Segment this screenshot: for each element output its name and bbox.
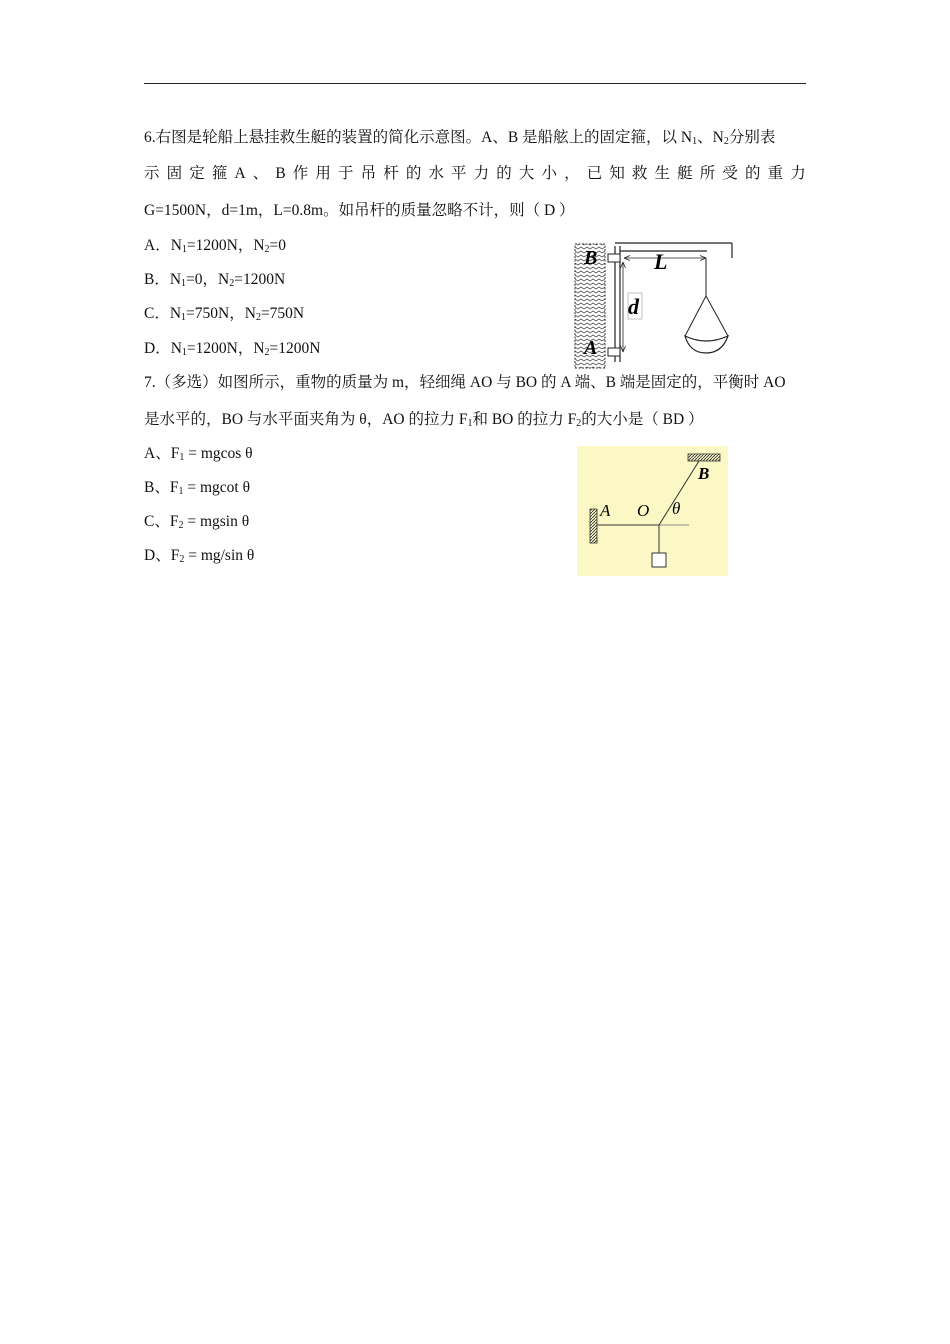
wall-support-a	[590, 509, 597, 543]
label-a: A	[600, 501, 611, 520]
q6-stem-line-1: 6.右图是轮船上悬挂救生艇的装置的简化示意图。A、B 是船舷上的固定箍，以 $N_1$、$N_2$分别表	[144, 129, 776, 147]
label-theta: θ	[672, 499, 681, 518]
q6-stem-line-3: G=1500N，d=1m，L=0.8m。如吊杆的质量忽略不计，则（ D ）	[144, 202, 575, 219]
q7-stem-line-1: 7.（多选）如图所示，重物的质量为 m，轻细绳 AO 与 BO 的 A 端、B 端是固定的，平衡时 AO	[144, 374, 786, 391]
q6-davit-diagram	[572, 238, 736, 370]
collar-a	[608, 348, 620, 356]
q7-option-c: C、$F_2 = mgsin$ θ	[144, 513, 250, 531]
ceiling-support-b	[688, 454, 720, 461]
collar-b	[608, 254, 620, 262]
q7-rope-diagram	[577, 446, 728, 576]
label-d: d	[628, 294, 639, 319]
header-rule	[144, 83, 806, 84]
q7-option-b: B、$F_1 = mgcot$ θ	[144, 479, 251, 497]
label-l: L	[654, 249, 668, 274]
q6-option-d: D．$N_1=1200N$，$N_2=1200N$	[144, 340, 321, 358]
lifeboat	[685, 336, 728, 353]
label-o: O	[637, 501, 650, 520]
q7-option-a: A、$F_1 = mgcos$ θ	[144, 445, 253, 463]
q6-option-a: A．$N_1=1200N$，$N_2=0$	[144, 237, 287, 255]
q7-stem-line-2: 是水平的，BO 与水平面夹角为 θ，AO 的拉力 $F_1$和 BO 的拉力 $F_2$的大小是（ BD ）	[144, 411, 704, 429]
q7-option-d: D、$F_2 = mg/\sin$ θ	[144, 547, 255, 565]
q6-stem-line-2: 示 固 定 箍 A 、 B 作 用 于 吊 杆 的 水 平 力 的 大 小 ， 已 知 救 生 艇 所 受 的 重 力	[144, 165, 806, 182]
label-b: B	[698, 464, 710, 483]
weight-box	[652, 553, 666, 567]
q6-option-b: B．$N_1=0$，$N_2=1200N$	[144, 271, 286, 289]
label-b: B	[584, 247, 598, 269]
q6-option-c: C．$N_1=750N$，$N_2=750N$	[144, 305, 305, 323]
label-a: A	[584, 337, 598, 359]
